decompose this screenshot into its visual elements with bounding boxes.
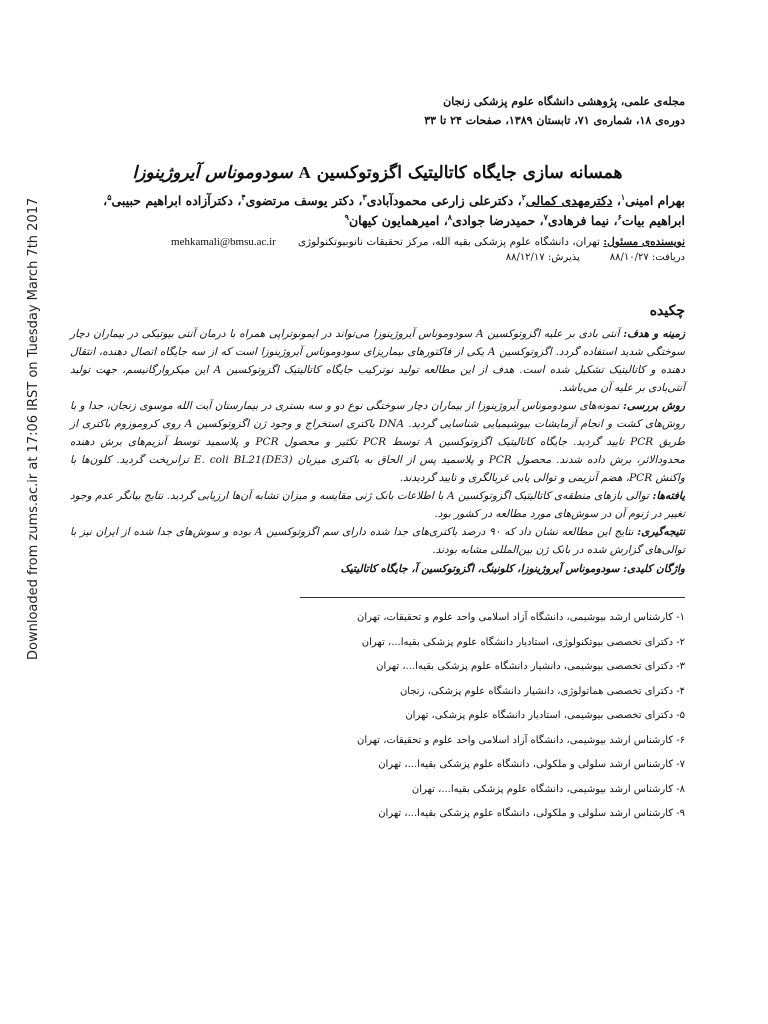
article-title xyxy=(70,163,685,183)
abstract-heading: چکیده xyxy=(649,302,685,319)
corresponding-affiliation: تهران، دانشگاه علوم پزشکی بقیه الله، مرکز تحقیقات نانوبیوتکنولوژی xyxy=(297,235,600,248)
author-5-affil: ۵ xyxy=(107,192,112,202)
author-8-affil: ۸ xyxy=(447,211,453,222)
abstract-methods xyxy=(70,397,685,487)
background-label: زمینه و هدف: xyxy=(623,327,686,340)
results-label: یافته‌ها: xyxy=(652,490,685,503)
footnote-divider xyxy=(300,597,685,598)
keywords xyxy=(70,563,685,575)
footnote-item: ۵- دکترای تخصصی بیوشیمی، استادیار دانشگاه علوم پزشکی، تهران xyxy=(405,710,685,722)
abstract-conclusion xyxy=(70,523,685,559)
journal-name: مجله‌ی علمی، پژوهشی دانشگاه علوم پزشکی زنجان xyxy=(443,95,685,108)
footnote-item: ۱- کارشناس ارشد بیوشیمی، دانشگاه آزاد اسلامی واحد علوم و تحقیقات، تهران xyxy=(357,612,685,624)
footnote-item: ۲- دکترای تخصصی بیوتکنولوژی، استادیار دانشگاه علوم پزشکی بقیه‌ا...، تهران xyxy=(361,636,685,648)
footnote-item: ۸- کارشناس ارشد بیوشیمی، دانشگاه علوم پزشکی بقیه‌ا...، تهران xyxy=(411,783,685,795)
author-7-affil: ۷ xyxy=(543,211,548,222)
author-5: دکترآزاده ابراهیم حبیبی xyxy=(111,193,233,209)
conclusion-label: نتیجه‌گیری: xyxy=(637,526,685,539)
abstract-results xyxy=(70,487,685,523)
author-8: حمیدرضا جوادی xyxy=(452,213,536,229)
author-4-affil: ۴ xyxy=(241,192,246,202)
author-9-affil: ۹ xyxy=(344,211,349,222)
footnote-item: ۳- دکترای تخصصی بیوشیمی، دانشیار دانشگاه علوم پزشکی بقیه‌ا...، تهران xyxy=(376,661,685,673)
title-toxin-letter: A xyxy=(298,163,311,182)
affiliation-footnotes xyxy=(70,606,685,827)
paper-page xyxy=(70,95,685,827)
corresponding-email[interactable]: mehkamali@bmsu.ac.ir xyxy=(171,235,276,248)
article-dates xyxy=(70,252,685,263)
author-1-affil: ۱ xyxy=(620,192,626,202)
author-3: دکترعلی زارعی محمودآبادی xyxy=(366,193,514,209)
background-text: آنتی بادی بر علیه اگزوتوکسین A سودوموناس آیروژینوزا می‌تواند در ایمونوتراپی همراه با درمان آنتی بیوتیکی در بیماران دچار سوختگی شدید استفاده گردد. اگزوتوکسین A یکی از فاکتورهای بیماریزای سودوموناس آیروژینوزا است که از سه جایگاه اتصال دهنده، انتقال دهنده و کاتالیتیک تشکیل شده است. هدف از این مطالعه تولید نوترکیب جایگاه کاتالیتیک اگزوتوکسین A این میکروارگانیسم، جهت تولید آنتی‌بادی بر علیه آن می‌باشد. xyxy=(70,327,686,394)
title-part-1: همسانه سازی جایگاه کاتالیتیک اگزوتوکسین xyxy=(316,163,623,183)
footnote-item: ۹- کارشناس ارشد سلولی و ملکولی، دانشگاه علوم پزشکی بقیه‌ا...، تهران xyxy=(378,808,685,820)
abstract-background xyxy=(70,325,685,397)
methods-label: روش بررسی: xyxy=(622,400,686,412)
footnote-item: ۶- کارشناس ارشد بیوشیمی، دانشگاه آزاد اسلامی واحد علوم و تحقیقات، تهران xyxy=(357,734,685,746)
corresponding-info xyxy=(298,236,685,248)
title-organism: سودوموناس آیروژینوزا xyxy=(132,163,293,183)
author-4: دکتر یوسف مرتضوی xyxy=(245,193,355,209)
author-7: نیما فرهادی xyxy=(547,213,610,229)
conclusion-text: نتایج این مطالعه نشان داد که ۹۰ درصد باکتری‌های جدا شده دارای سم اگزوتوکسین A بوده و سوش‌های جدا شده از ایران نیز با توالی‌های گزارش شده در بانک ژن بین‌المللی مشابه بودند. xyxy=(70,526,685,557)
author-2: دکترمهدی کمالی xyxy=(525,193,613,209)
author-3-affil: ۳ xyxy=(362,192,367,202)
author-2-affil: ۲ xyxy=(521,192,526,202)
download-watermark xyxy=(8,197,41,660)
author-9: امیرهمایون کیهان xyxy=(348,213,440,229)
received-date: دریافت: ۸۸/۱۰/۲۷ xyxy=(609,251,685,263)
methods-text: نمونه‌های سودوموناس آیروژینوزا از بیماران دچار سوختگی نوع دو و سه بستری در بیمارستان آیت الله موسوی زنجان، جدا و با روش‌های کشت و انجام آزمایشات بیوشیمیایی شناسایی گردید. DNA باکتری استخراج و وجود ژن اگزوتوکسین A روی کروموزوم باکتری از طریق PCR تایید گردید. جایگاه کاتالیتیک اگزوتوکسین A توسط PCR تکثیر و محصول PCR و پلاسمید توسط آنزیم‌های برش دهنده محدودالاثر، برش داده شدند. محصول PCR و پلاسمید پس از الحاق به باکتری میزبان E. coli BL21(DE3) ترانریخت گردید. کلون‌ها با واکنش PCR، هضم آنزیمی و توالی یابی غربالگری و تایید گردیدند. xyxy=(70,400,686,485)
author-6: ابراهیم بیات xyxy=(621,213,685,229)
footnote-item: ۴- دکترای تخصصی هماتولوژی، دانشیار دانشگاه علوم پزشکی، زنجان xyxy=(399,685,685,697)
keywords-label: واژگان کلیدی: xyxy=(623,563,685,576)
footnote-item: ۷- کارشناس ارشد سلولی و ملکولی، دانشگاه علوم پزشکی بقیه‌ا...، تهران xyxy=(378,759,685,771)
download-watermark-text: Downloaded from zums.ac.ir at 17:06 IRST on Tuesday March 7th 2017 xyxy=(26,197,41,660)
author-6-affil: ۶ xyxy=(617,211,622,222)
accepted-date: پذیرش: ۸۸/۱۲/۱۷ xyxy=(505,251,580,263)
author-list: بهرام امینی$^۱$، دکترمهدی کمالی$^۲$، دکترعلی زارعی محمودآبادی$^۳$، دکتر یوسف مرتضوی$^۴$، دکترآزاده ابراهیم حبیبی$^۵$، ابراهیم بیات$^۶$، نیما فرهادی$^۷$، حمیدرضا جوادی$^۸$، امیرهمایون کیهان$^۹$ xyxy=(103,192,685,229)
corresponding-author xyxy=(70,236,685,248)
corresponding-label: نویسنده‌ی مسئول: xyxy=(603,235,685,248)
keywords-text: سودوموناس آیروژینوزا، کلونینگ، اگزوتوکسین آ، جایگاه کاتالیتیک xyxy=(340,563,620,576)
author-1: بهرام امینی xyxy=(625,193,685,209)
results-text: توالی بازهای منطقه‌ی کاتالیتیک اگزوتوکسین A با اطلاعات بانک ژنی مقایسه و میزان تشابه آن‌ها ارزیابی گردید. نتایج بیانگر عدم وجود تغییر در ژنوم آن در سوش‌های مورد مطالعه در کشور بود. xyxy=(70,490,685,521)
journal-issue: دوره‌ی ۱۸، شماره‌ی ۷۱، تابستان ۱۳۸۹، صفحات ۲۴ تا ۳۳ xyxy=(424,114,685,127)
